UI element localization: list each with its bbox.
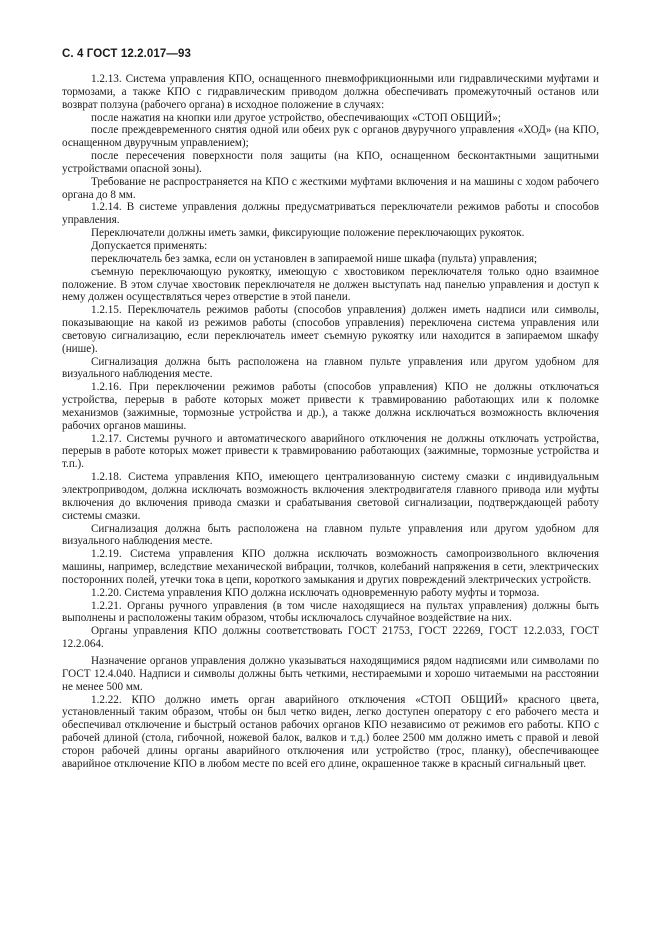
paragraph: после нажатия на кнопки или другое устройство, обеспечивающих «СТОП ОБЩИЙ»;: [91, 111, 501, 124]
paragraph: Сигнализация должна быть расположена на главном пульте управления или другом удобном для визуального наблюдения месте.: [62, 522, 599, 548]
paragraph-1-2-16: 1.2.16. При переключении режимов работы (способов управления) КПО не должны отключаться устройства, перерыв в работе которых может привести к травмированию работающих или к поломке механизмов (зажимные, тормозные устройства и др.), а также должна исключаться возможность включения рабочих органов машины.: [62, 381, 599, 432]
paragraph: Органы управления КПО должны соответствовать ГОСТ 21753, ГОСТ 22269, ГОСТ 12.2.033, ГОСТ 12.2.064.: [62, 625, 599, 651]
paragraph-1-2-20: 1.2.20. Система управления КПО должна исключать одновременную работу муфты и тормоза.: [91, 586, 540, 599]
document-body: [62, 73, 599, 771]
paragraph-1-2-17: 1.2.17. Системы ручного и автоматического аварийного отключения не должны отключать устройства, перерыв в работе которых может привести к травмированию работающих (зажимные, тормозные устройства и т.п.).: [62, 432, 599, 471]
paragraph: Сигнализация должна быть расположена на главном пульте управления или другом удобном для визуального наблюдения месте.: [62, 355, 599, 381]
paragraph: переключатель без замка, если он установлен в запираемой нише шкафа (пульта) управления;: [91, 252, 538, 265]
paragraph: съемную переключающую рукоятку, имеющую с хвостовиком переключателя только одно взаимное положение. В этом случае хвостовик переключателя не должен выступать над панелью управления и доступ к нему должен осуществляться через отверстие в этой панели.: [62, 265, 599, 304]
paragraph-1-2-19: 1.2.19. Система управления КПО должна исключать возможность самопроизвольного включения машины, например, вследствие механической вибрации, толчков, колебаний напряжения в сети, электрических посторонних полей, утечки тока в цепи, короткого замыкания и других повреждений электрических устройств.: [62, 548, 599, 586]
paragraph: после пересечения поверхности поля защиты (на КПО, оснащенном бесконтактными защитными устройствами опасной зоны).: [62, 150, 599, 175]
running-head: С. 4 ГОСТ 12.2.017—93: [62, 48, 191, 60]
paragraph: Назначение органов управления должно указываться находящимися рядом надписями или символами по ГОСТ 12.4.040. Надписи и символы должны быть четкими, нестираемыми и хорошо читаемыми на расстоянии не менее 500 мм.: [62, 654, 599, 693]
paragraph-1-2-14: 1.2.14. В системе управления должны предусматриваться переключатели режимов работы и способов управления.: [62, 201, 599, 227]
paragraph-1-2-13: 1.2.13. Система управления КПО, оснащенного пневмофрикционными или гидравлическими муфтами и тормозами, а также КПО с гидравлическим приводом должна обеспечивать промежуточный останов или возврат ползуна (рабочего органа) в исходное положение в случаях:: [62, 73, 599, 111]
paragraph: Переключатели должны иметь замки, фиксирующие положение переключающих рукояток.: [91, 227, 525, 240]
paragraph: Допускается применять:: [91, 239, 208, 252]
paragraph: Требование не распространяется на КПО с жесткими муфтами включения и на машины с ходом рабочего органа до 8 мм.: [62, 175, 599, 201]
paragraph-1-2-22: 1.2.22. КПО должно иметь орган аварийного отключения «СТОП ОБЩИЙ» красного цвета, установленный таким образом, чтобы он был четко виден, легко доступен оператору с его рабочего места и обеспечивал отключение и быстрый останов рабочих органов КПО независимо от режимов его работы. КПО с рабочей длиной (стола, гибочной, ножевой балок, валков и т.д.) более 2500 мм должно иметь с правой и левой сторон рабочей длины органы аварийного отключения или устройство (трос, планку), обеспечивающее аварийное отключение КПО в любом месте по всей его длине, окрашенное также в красный сигнальный цвет.: [62, 693, 599, 770]
paragraph-1-2-21: 1.2.21. Органы ручного управления (в том числе находящиеся на пультах управления) должны быть выполнены и расположены таким образом, чтобы исключалось случайное воздействие на них.: [62, 599, 599, 625]
paragraph: после преждевременного снятия одной или обеих рук с органов двуручного управления «ХОД» (на КПО, оснащенном двуручным управлением);: [62, 124, 599, 150]
paragraph-1-2-15: 1.2.15. Переключатель режимов работы (способов управления) должен иметь надписи или символы, показывающие на какой из режимов работы (способов управления) переключена система управления или световую сигнализацию, если переключатель имеет съемную рукоятку или находится в запираемом шкафу (нише).: [62, 304, 599, 355]
paragraph-1-2-18: 1.2.18. Система управления КПО, имеющего централизованную систему смазки с индивидуальным электроприводом, должна исключать возможность включения электродвигателя главного привода или муфты включения до включения привода смазки и срабатывания световой сигнализации, подтверждающей работу системы смазки.: [62, 471, 599, 522]
